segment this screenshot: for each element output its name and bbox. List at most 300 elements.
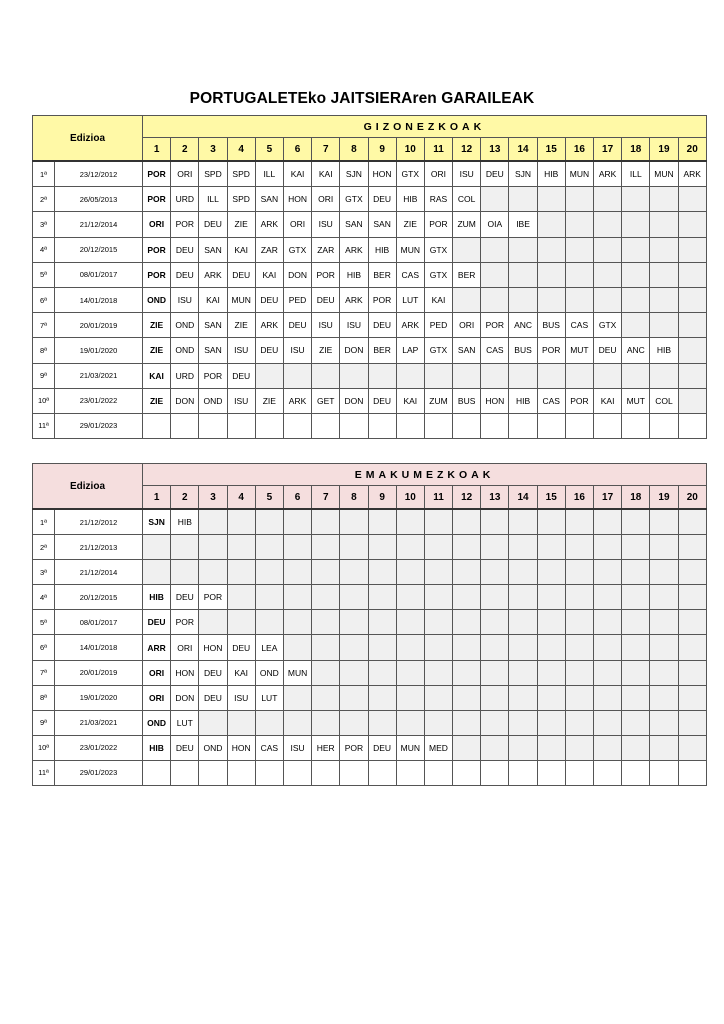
table-row — [33, 610, 707, 635]
empty-cell — [481, 760, 509, 785]
empty-cell — [622, 313, 650, 338]
empty-cell — [368, 610, 396, 635]
place-cell: DEU — [368, 735, 396, 760]
place-cell: HON — [199, 635, 227, 660]
winner-cell: KAI — [143, 363, 171, 388]
empty-cell — [678, 685, 706, 710]
empty-cell — [143, 413, 171, 438]
winner-cell: ARR — [143, 635, 171, 660]
place-cell: BER — [368, 338, 396, 363]
empty-cell — [509, 287, 537, 312]
empty-cell — [453, 535, 481, 560]
place-cell: ARK — [396, 313, 424, 338]
place-cell: ORI — [171, 635, 199, 660]
empty-cell — [283, 710, 311, 735]
table-row — [33, 363, 707, 388]
empty-cell — [340, 685, 368, 710]
empty-cell — [678, 560, 706, 585]
place-cell: ORI — [171, 161, 199, 187]
edition-number: 8ª — [33, 685, 55, 710]
place-cell: BER — [453, 262, 481, 287]
empty-cell — [283, 610, 311, 635]
edizioa-header: Edizioa — [33, 464, 143, 510]
place-cell: ARK — [340, 237, 368, 262]
edition-number: 10ª — [33, 388, 55, 413]
empty-cell — [340, 610, 368, 635]
empty-cell — [537, 212, 565, 237]
empty-cell — [650, 635, 678, 660]
empty-cell — [424, 610, 452, 635]
place-cell: HER — [312, 735, 340, 760]
place-cell: LUT — [171, 710, 199, 735]
position-number: 16 — [565, 486, 593, 510]
place-cell: SPD — [227, 161, 255, 187]
empty-cell — [143, 535, 171, 560]
position-number: 12 — [453, 486, 481, 510]
place-cell: ISU — [283, 735, 311, 760]
empty-cell — [622, 262, 650, 287]
empty-cell — [368, 710, 396, 735]
empty-cell — [312, 660, 340, 685]
empty-cell — [396, 535, 424, 560]
place-cell: DEU — [368, 187, 396, 212]
empty-cell — [199, 509, 227, 535]
empty-cell — [509, 760, 537, 785]
table-row — [33, 161, 707, 187]
empty-cell — [424, 560, 452, 585]
position-number: 2 — [171, 138, 199, 162]
empty-cell — [171, 560, 199, 585]
empty-cell — [312, 610, 340, 635]
empty-cell — [594, 187, 622, 212]
empty-cell — [368, 535, 396, 560]
empty-cell — [424, 685, 452, 710]
empty-cell — [678, 262, 706, 287]
empty-cell — [199, 760, 227, 785]
empty-cell — [340, 710, 368, 735]
empty-cell — [312, 560, 340, 585]
edition-date: 23/12/2012 — [55, 161, 143, 187]
place-cell: GTX — [424, 262, 452, 287]
empty-cell — [481, 509, 509, 535]
place-cell: DEU — [312, 287, 340, 312]
empty-cell — [424, 585, 452, 610]
place-cell: ARK — [283, 388, 311, 413]
place-cell: DEU — [255, 287, 283, 312]
empty-cell — [227, 560, 255, 585]
empty-cell — [283, 363, 311, 388]
edition-date: 14/01/2018 — [55, 287, 143, 312]
empty-cell — [396, 363, 424, 388]
empty-cell — [255, 710, 283, 735]
place-cell: MUN — [650, 161, 678, 187]
empty-cell — [509, 635, 537, 660]
empty-cell — [424, 660, 452, 685]
empty-cell — [453, 635, 481, 660]
empty-cell — [594, 685, 622, 710]
edition-number: 6ª — [33, 287, 55, 312]
position-number: 20 — [678, 138, 706, 162]
place-cell: OND — [199, 735, 227, 760]
empty-cell — [453, 760, 481, 785]
empty-cell — [622, 735, 650, 760]
place-cell: ZIE — [312, 338, 340, 363]
empty-cell — [481, 635, 509, 660]
winner-cell: ORI — [143, 685, 171, 710]
edition-number: 3ª — [33, 212, 55, 237]
empty-cell — [622, 635, 650, 660]
empty-cell — [199, 710, 227, 735]
empty-cell — [255, 560, 283, 585]
place-cell: DEU — [368, 388, 396, 413]
place-cell: SAN — [199, 338, 227, 363]
empty-cell — [678, 635, 706, 660]
edition-date: 20/12/2015 — [55, 585, 143, 610]
edition-date: 26/05/2013 — [55, 187, 143, 212]
position-number: 8 — [340, 486, 368, 510]
empty-cell — [565, 535, 593, 560]
empty-cell — [622, 413, 650, 438]
place-cell: SPD — [199, 161, 227, 187]
empty-cell — [537, 509, 565, 535]
empty-cell — [453, 710, 481, 735]
empty-cell — [650, 212, 678, 237]
place-cell: ZIE — [227, 212, 255, 237]
place-cell: CAS — [255, 735, 283, 760]
place-cell: SAN — [199, 313, 227, 338]
edition-number: 5ª — [33, 262, 55, 287]
position-number: 4 — [227, 486, 255, 510]
edition-number: 11ª — [33, 413, 55, 438]
place-cell: KAI — [424, 287, 452, 312]
empty-cell — [565, 509, 593, 535]
edition-date: 14/01/2018 — [55, 635, 143, 660]
place-cell: ILL — [199, 187, 227, 212]
place-cell: SAN — [255, 187, 283, 212]
empty-cell — [537, 685, 565, 710]
empty-cell — [368, 760, 396, 785]
position-number: 14 — [509, 486, 537, 510]
place-cell: OND — [255, 660, 283, 685]
empty-cell — [396, 509, 424, 535]
place-cell: ZAR — [312, 237, 340, 262]
empty-cell — [537, 710, 565, 735]
place-cell: MUT — [622, 388, 650, 413]
table-row — [33, 509, 707, 535]
empty-cell — [481, 685, 509, 710]
position-number: 17 — [594, 138, 622, 162]
place-cell: HIB — [537, 161, 565, 187]
table-row — [33, 535, 707, 560]
place-cell: POR — [312, 262, 340, 287]
place-cell: DON — [283, 262, 311, 287]
empty-cell — [481, 187, 509, 212]
edition-date: 19/01/2020 — [55, 685, 143, 710]
empty-cell — [509, 685, 537, 710]
empty-cell — [678, 338, 706, 363]
place-cell: HIB — [650, 338, 678, 363]
empty-cell — [509, 660, 537, 685]
place-cell: KAI — [255, 262, 283, 287]
winner-cell: ZIE — [143, 338, 171, 363]
place-cell: ORI — [424, 161, 452, 187]
empty-cell — [537, 560, 565, 585]
empty-cell — [565, 610, 593, 635]
place-cell: HIB — [340, 262, 368, 287]
empty-cell — [622, 710, 650, 735]
place-cell: DEU — [255, 338, 283, 363]
empty-cell — [650, 610, 678, 635]
empty-cell — [565, 560, 593, 585]
table-row — [33, 735, 707, 760]
empty-cell — [312, 710, 340, 735]
place-cell: POR — [199, 363, 227, 388]
empty-cell — [312, 685, 340, 710]
empty-cell — [537, 735, 565, 760]
empty-cell — [312, 760, 340, 785]
empty-cell — [537, 363, 565, 388]
empty-cell — [622, 287, 650, 312]
place-cell: MED — [424, 735, 452, 760]
place-cell: LEA — [255, 635, 283, 660]
position-number: 9 — [368, 138, 396, 162]
empty-cell — [509, 560, 537, 585]
place-cell: KAI — [396, 388, 424, 413]
empty-cell — [594, 635, 622, 660]
place-cell: HON — [227, 735, 255, 760]
place-cell: DEU — [171, 585, 199, 610]
place-cell: BUS — [537, 313, 565, 338]
place-cell: ARK — [678, 161, 706, 187]
empty-cell — [509, 187, 537, 212]
winner-cell: ORI — [143, 212, 171, 237]
place-cell: DON — [340, 338, 368, 363]
table-row — [33, 212, 707, 237]
winner-cell: POR — [143, 187, 171, 212]
empty-cell — [594, 535, 622, 560]
empty-cell — [650, 685, 678, 710]
position-number: 4 — [227, 138, 255, 162]
place-cell: POR — [340, 735, 368, 760]
position-number: 11 — [424, 138, 452, 162]
place-cell: ISU — [453, 161, 481, 187]
place-cell: CAS — [565, 313, 593, 338]
empty-cell — [424, 413, 452, 438]
empty-cell — [481, 560, 509, 585]
empty-cell — [481, 535, 509, 560]
place-cell: PED — [424, 313, 452, 338]
empty-cell — [227, 585, 255, 610]
edition-number: 8ª — [33, 338, 55, 363]
position-number: 3 — [199, 138, 227, 162]
empty-cell — [368, 685, 396, 710]
empty-cell — [650, 585, 678, 610]
empty-cell — [340, 535, 368, 560]
empty-cell — [594, 560, 622, 585]
empty-cell — [368, 585, 396, 610]
empty-cell — [565, 685, 593, 710]
empty-cell — [255, 760, 283, 785]
place-cell: BER — [368, 262, 396, 287]
empty-cell — [650, 735, 678, 760]
empty-cell — [678, 735, 706, 760]
edition-date: 29/01/2023 — [55, 413, 143, 438]
empty-cell — [481, 237, 509, 262]
empty-cell — [340, 635, 368, 660]
empty-cell — [199, 610, 227, 635]
page-title: PORTUGALETEko JAITSIERAren GARAILEAK — [189, 90, 535, 107]
empty-cell — [650, 287, 678, 312]
edition-number: 1ª — [33, 161, 55, 187]
edition-number: 7ª — [33, 660, 55, 685]
table-row — [33, 685, 707, 710]
empty-cell — [396, 710, 424, 735]
edition-date: 20/01/2019 — [55, 660, 143, 685]
empty-cell — [678, 535, 706, 560]
place-cell: ISU — [227, 685, 255, 710]
winner-cell: SJN — [143, 509, 171, 535]
empty-cell — [594, 287, 622, 312]
position-number: 13 — [481, 486, 509, 510]
empty-cell — [650, 535, 678, 560]
table-row — [33, 388, 707, 413]
empty-cell — [340, 509, 368, 535]
place-cell: SJN — [509, 161, 537, 187]
empty-cell — [594, 237, 622, 262]
empty-cell — [283, 509, 311, 535]
position-number: 15 — [537, 138, 565, 162]
empty-cell — [537, 585, 565, 610]
place-cell: DEU — [199, 660, 227, 685]
empty-cell — [537, 237, 565, 262]
empty-cell — [340, 560, 368, 585]
empty-cell — [537, 610, 565, 635]
empty-cell — [537, 262, 565, 287]
edition-number: 4ª — [33, 237, 55, 262]
place-cell: DEU — [199, 212, 227, 237]
empty-cell — [312, 363, 340, 388]
place-cell: SAN — [368, 212, 396, 237]
place-cell: SJN — [340, 161, 368, 187]
place-cell: BUS — [453, 388, 481, 413]
empty-cell — [227, 535, 255, 560]
empty-cell — [396, 610, 424, 635]
place-cell: URD — [171, 363, 199, 388]
place-cell: SAN — [340, 212, 368, 237]
empty-cell — [622, 560, 650, 585]
empty-cell — [650, 710, 678, 735]
place-cell: POR — [368, 287, 396, 312]
empty-cell — [678, 287, 706, 312]
empty-cell — [594, 760, 622, 785]
place-cell: ANC — [509, 313, 537, 338]
winner-cell: POR — [143, 161, 171, 187]
place-cell: ARK — [340, 287, 368, 312]
empty-cell — [509, 585, 537, 610]
edition-date: 21/12/2014 — [55, 212, 143, 237]
place-cell: IBE — [509, 212, 537, 237]
empty-cell — [424, 710, 452, 735]
empty-cell — [678, 212, 706, 237]
empty-cell — [396, 560, 424, 585]
edition-number: 4ª — [33, 585, 55, 610]
place-cell: ZUM — [453, 212, 481, 237]
winner-cell: ZIE — [143, 388, 171, 413]
empty-cell — [453, 610, 481, 635]
place-cell: PED — [283, 287, 311, 312]
empty-cell — [199, 413, 227, 438]
place-cell: OND — [199, 388, 227, 413]
edition-number: 3ª — [33, 560, 55, 585]
place-cell: ISU — [227, 338, 255, 363]
edition-number: 6ª — [33, 635, 55, 660]
position-number: 6 — [283, 486, 311, 510]
place-cell: GTX — [424, 338, 452, 363]
empty-cell — [509, 735, 537, 760]
empty-cell — [283, 635, 311, 660]
empty-cell — [283, 685, 311, 710]
place-cell: HON — [171, 660, 199, 685]
position-number: 6 — [283, 138, 311, 162]
empty-cell — [565, 760, 593, 785]
edition-date: 21/12/2014 — [55, 560, 143, 585]
empty-cell — [283, 560, 311, 585]
empty-cell — [678, 413, 706, 438]
place-cell: GTX — [424, 237, 452, 262]
empty-cell — [537, 660, 565, 685]
place-cell: OIA — [481, 212, 509, 237]
empty-cell — [396, 585, 424, 610]
place-cell: ARK — [594, 161, 622, 187]
place-cell: SAN — [453, 338, 481, 363]
edition-date: 23/01/2022 — [55, 735, 143, 760]
empty-cell — [424, 760, 452, 785]
empty-cell — [565, 262, 593, 287]
edition-number: 2ª — [33, 187, 55, 212]
empty-cell — [594, 363, 622, 388]
place-cell: POR — [424, 212, 452, 237]
empty-cell — [678, 610, 706, 635]
place-cell: DON — [171, 388, 199, 413]
empty-cell — [565, 287, 593, 312]
place-cell: MUN — [227, 287, 255, 312]
place-cell: ISU — [227, 388, 255, 413]
position-number: 9 — [368, 486, 396, 510]
winner-cell: POR — [143, 237, 171, 262]
table-row — [33, 710, 707, 735]
place-cell: KAI — [312, 161, 340, 187]
place-cell: BUS — [509, 338, 537, 363]
empty-cell — [622, 610, 650, 635]
empty-cell — [143, 760, 171, 785]
edition-date: 20/01/2019 — [55, 313, 143, 338]
table-row — [33, 237, 707, 262]
place-cell: DEU — [594, 338, 622, 363]
empty-cell — [199, 560, 227, 585]
edition-date: 20/12/2015 — [55, 237, 143, 262]
empty-cell — [594, 509, 622, 535]
edition-number: 11ª — [33, 760, 55, 785]
section-header-women: EMAKUMEZKOAK — [143, 464, 707, 486]
empty-cell — [396, 660, 424, 685]
place-cell: ORI — [453, 313, 481, 338]
place-cell: CAS — [537, 388, 565, 413]
empty-cell — [509, 710, 537, 735]
edition-date: 21/03/2021 — [55, 710, 143, 735]
table-row — [33, 287, 707, 312]
place-cell: DON — [340, 388, 368, 413]
edition-date: 21/12/2012 — [55, 509, 143, 535]
